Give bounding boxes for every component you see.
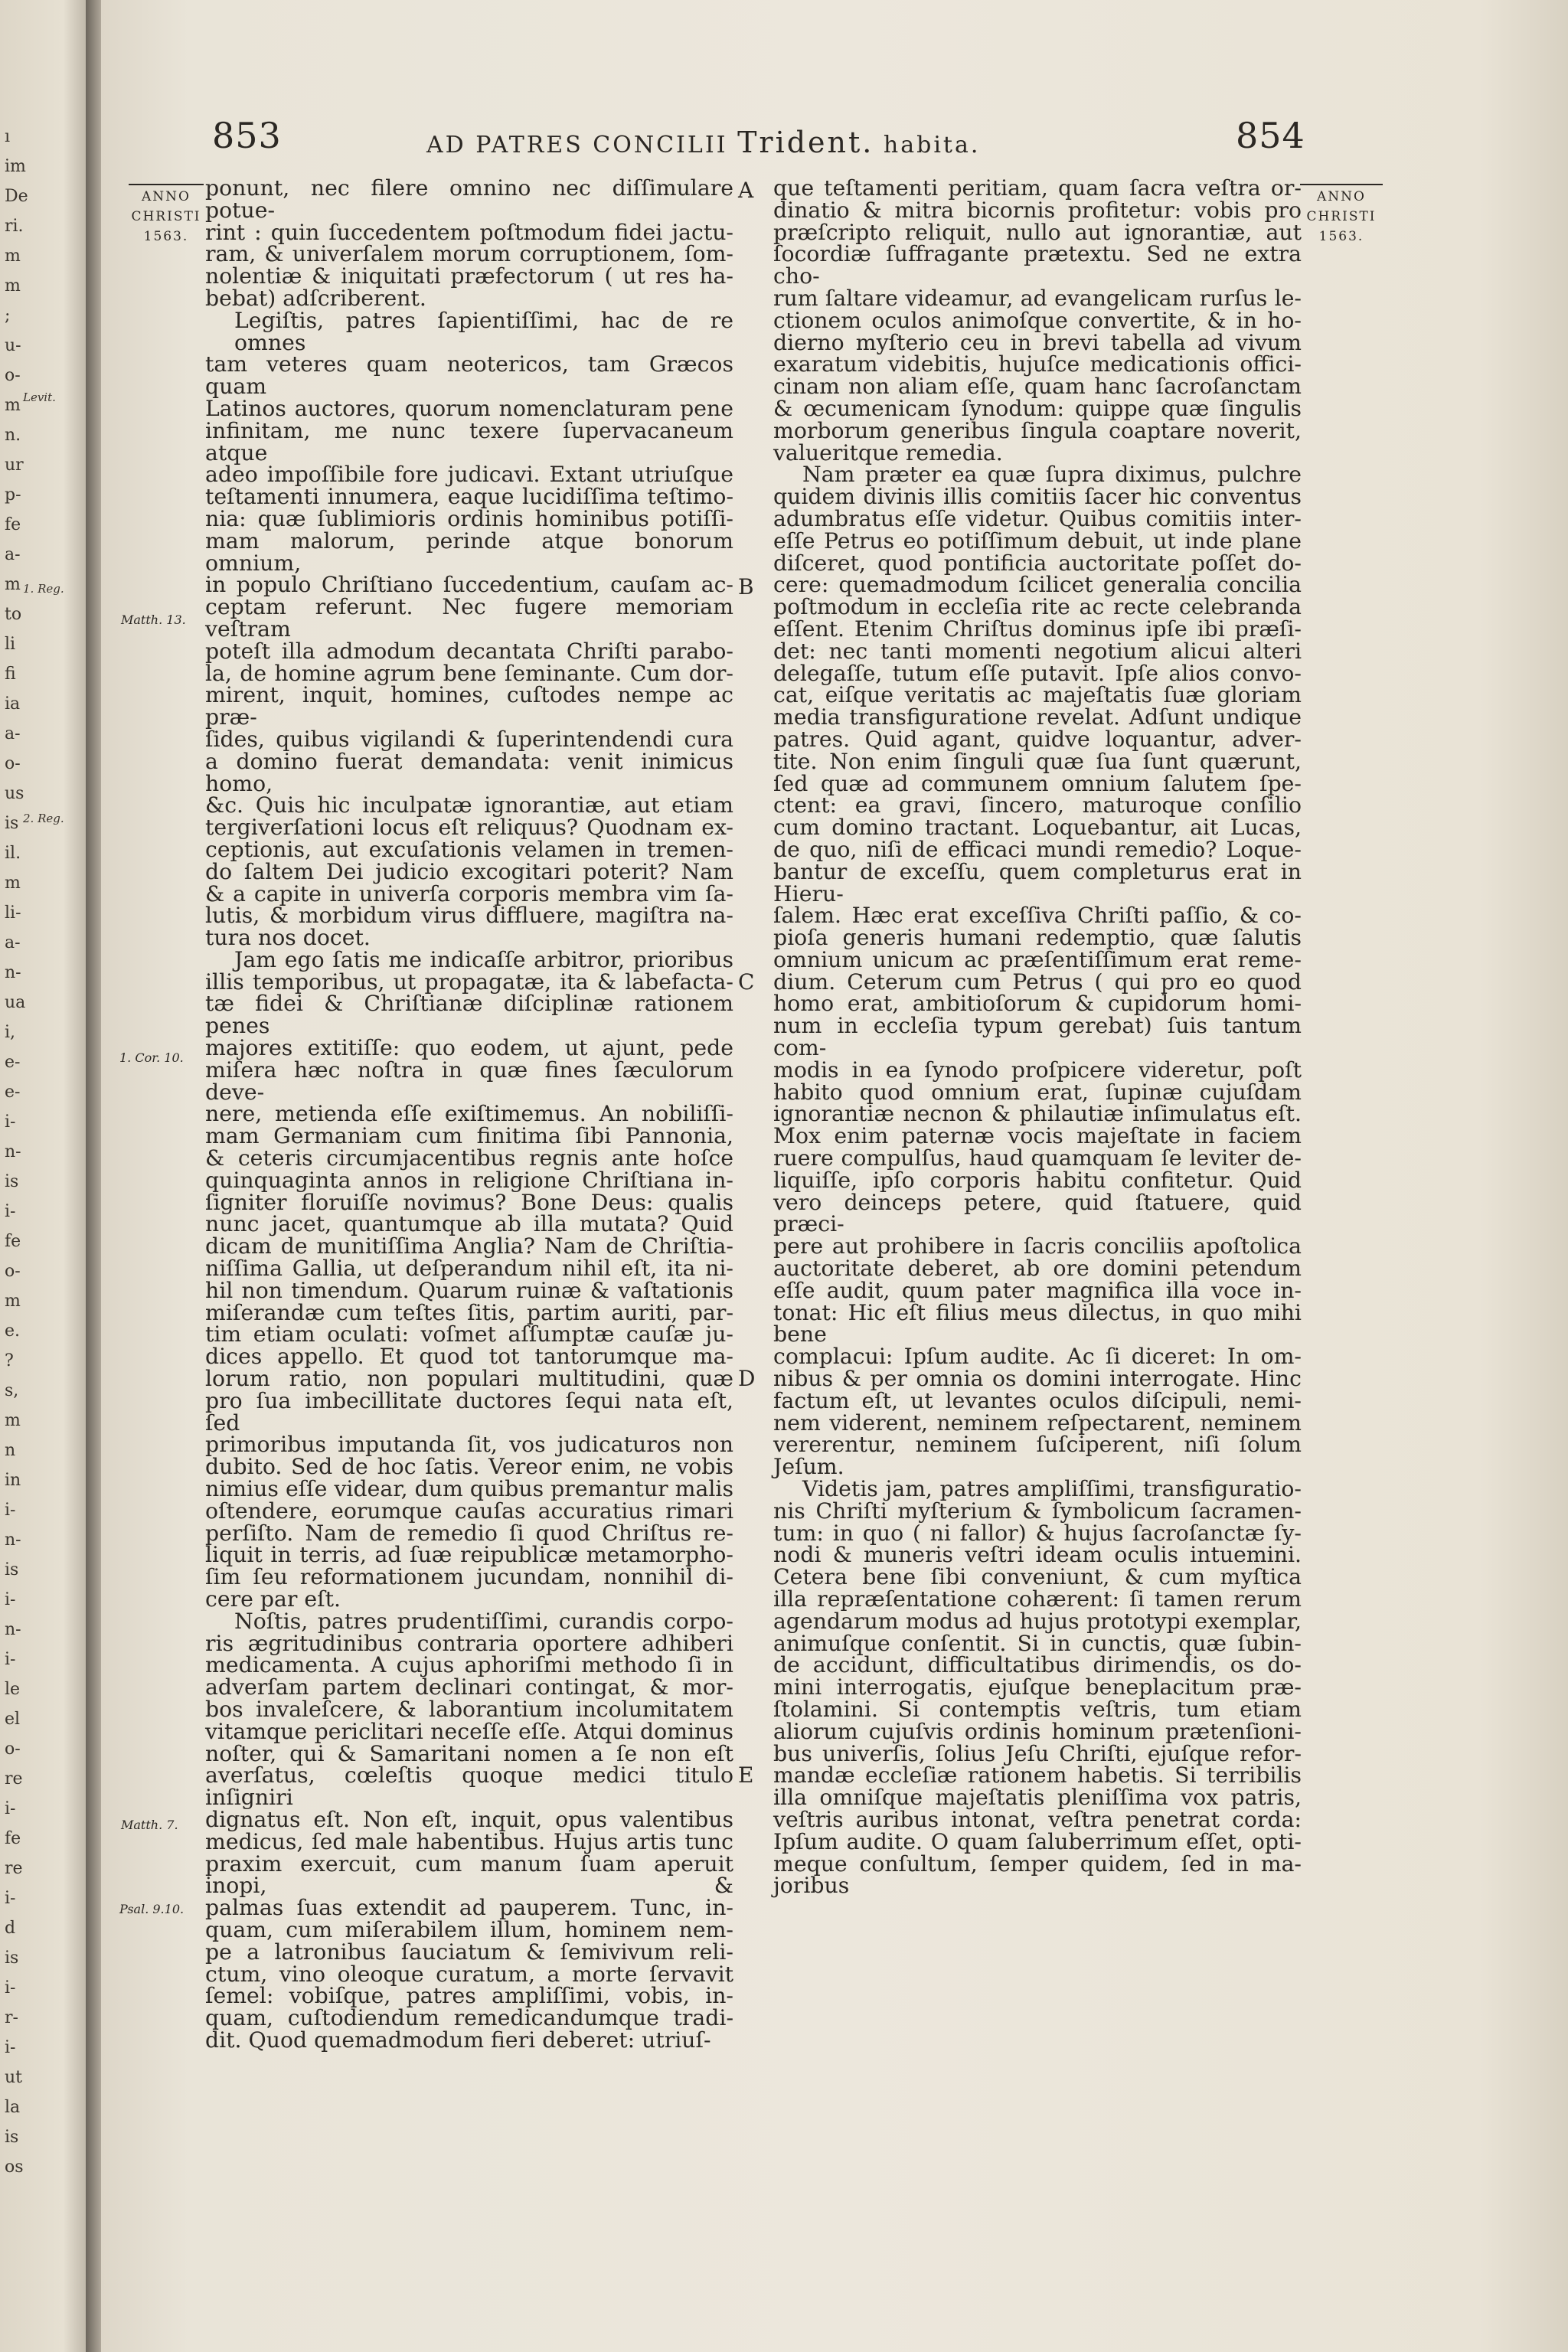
- facing-page-fragment: n-: [5, 1620, 21, 1639]
- text-line: nodi & muneris veſtri ideam oculis intuemini.: [773, 1542, 1302, 1568]
- text-line: lutis, & morbidum virus diffluere, magiſtra na-: [205, 903, 733, 929]
- facing-page-fragment: n-: [5, 963, 21, 982]
- text-line: tura nos docet.: [205, 925, 371, 951]
- facing-page-fragment: i-: [5, 1501, 16, 1520]
- text-line: præſcripto reliquit, nullo aut ignorantiæ, aut: [773, 219, 1302, 245]
- text-line: adeo impoſſibile fore judicavi. Extant utriuſque: [205, 462, 733, 488]
- facing-page-fragment: us: [5, 784, 24, 803]
- text-line: & a capite in univerſa corporis membra vim ſa-: [205, 880, 733, 906]
- facing-page-fragment: e-: [5, 1053, 21, 1072]
- text-line: liquit in terris, ad ſuæ reipublicæ metamorpho-: [205, 1542, 733, 1568]
- text-line: ctum, vino oleoque curatum, a morte ſervavit: [205, 1961, 733, 1987]
- text-line: auctoritate deberet, ab ore domini petendum: [773, 1256, 1302, 1282]
- facing-page-fragment: e-: [5, 1083, 21, 1102]
- running-header: [101, 115, 1568, 168]
- text-line: eſſe audit, quum pater magnifica illa voce in-: [773, 1277, 1302, 1303]
- text-line: exaratum videbitis, hujuſce medicationis offici-: [773, 351, 1302, 377]
- text-line: rum ſaltare videamur, ad evangelicam rurſus le-: [773, 285, 1302, 311]
- facing-page-fragment: re: [5, 1859, 23, 1878]
- text-line: det: nec tanti momenti negotium alicui alteri: [773, 638, 1302, 664]
- text-line: complacui: Ipſum audite. Ac ſi diceret: In om-: [773, 1344, 1302, 1370]
- text-line: mini interrogatis, ejuſque beneplacitum præ-: [773, 1674, 1302, 1700]
- text-line: poſtmodum in eccleſia rite ac recte celebranda: [773, 594, 1302, 620]
- text-line: bos invaleſcere, & laborantium incolumitatem: [205, 1696, 733, 1722]
- facing-page-fragment: o-: [5, 1740, 21, 1759]
- facing-page-fragment: i-: [5, 1889, 16, 1908]
- facing-page-fragment: n-: [5, 1142, 21, 1161]
- facing-page-fragment: m: [5, 874, 21, 893]
- text-line: ceptam referunt. Nec fugere memoriam veſtram: [205, 594, 733, 642]
- text-line: oſtendere, eorumque cauſas accuratius rimari: [205, 1498, 733, 1524]
- text-line: Nam præter ea quæ ſupra diximus, pulchre: [802, 462, 1302, 488]
- text-line: dicam de munitiſſima Anglia? Nam de Chriſtia-: [205, 1233, 733, 1259]
- text-line: cere: quemadmodum ſcilicet generalia concilia: [773, 572, 1302, 598]
- left-page-number: 853: [212, 115, 282, 156]
- anno-christi-left: ANNO CHRISTI 1563.: [129, 184, 204, 247]
- text-line: dubito. Sed de hoc ſatis. Vereor enim, ne vobis: [205, 1454, 733, 1480]
- text-line: valueritque remedia.: [773, 439, 1003, 466]
- facing-page-fragment: li-: [5, 903, 21, 923]
- facing-page-note: 2. Reg.: [23, 812, 64, 825]
- text-line: infinitam, me nunc texere ſupervacaneum atque: [205, 417, 733, 466]
- facing-page-note: Levit.: [23, 390, 56, 404]
- text-line: tum: in quo ( ni fallor) & hujus ſacroſanctæ ſy-: [773, 1520, 1302, 1546]
- text-line: bantur de exceſſu, quem completurus erat in Hieru-: [773, 858, 1302, 906]
- text-line: adverſam partem declinari contingat, & mor-: [205, 1674, 733, 1700]
- text-line: ſemel: vobiſque, patres ampliſſimi, vobis, in-: [205, 1983, 733, 2009]
- text-line: Ipſum audite. O quam ſaluberrimum eſſet, opti-: [773, 1828, 1302, 1854]
- facing-page-fragment: le: [5, 1680, 21, 1699]
- text-line: tite. Non enim ſinguli quæ ſua ſunt quærunt,: [773, 748, 1302, 774]
- facing-page-fragment: re: [5, 1769, 23, 1788]
- text-line: liquiſſe, ipſo corporis habitu confitetur. Quid: [773, 1167, 1302, 1193]
- text-line: homo erat, ambitioſorum & cupidorum homi-: [773, 991, 1302, 1017]
- facing-page-fragment: il.: [5, 844, 21, 863]
- text-line: factum eſt, ut levantes oculos diſcipuli, nemi-: [773, 1387, 1302, 1413]
- text-line: ſalem. Hæc erat exceſſiva Chriſti paſſio, & co-: [773, 903, 1302, 929]
- text-line: a domino fuerat demandata: venit inimicus homo,: [205, 748, 733, 796]
- text-line: veſtris auribus intonat, veſtra penetrat corda:: [773, 1806, 1302, 1832]
- facing-page-fragment: ;: [5, 306, 11, 325]
- facing-page-fragment: fi: [5, 665, 16, 684]
- facing-page-fragment: is: [5, 1172, 19, 1191]
- text-line: ſides, quibus vigilandi & ſuperintendendi cura: [205, 726, 733, 752]
- facing-page-fragment: ?: [5, 1351, 14, 1370]
- text-line: tonat: Hic eſt filius meus dilectus, in quo mihi bene: [773, 1299, 1302, 1348]
- text-line: ram, & univerſalem morum corruptionem, ſom-: [205, 241, 733, 267]
- text-line: tæ fidei & Chriſtianæ diſciplinæ rationem penes: [205, 991, 733, 1039]
- text-line: quidem divinis illis comitiis ſacer hic conventus: [773, 484, 1302, 510]
- text-line: eſſe Petrus eo potiſſimum debuit, ut inde plane: [773, 528, 1302, 554]
- facing-page-fragment: i-: [5, 1590, 16, 1609]
- facing-page-fragment: n.: [5, 426, 21, 445]
- text-line: mam Germaniam cum finitima ſibi Pannonia,: [205, 1123, 733, 1149]
- text-line: &c. Quis hic inculpatæ ignorantiæ, aut etiam: [205, 792, 733, 818]
- facing-page-note: 1. Reg.: [23, 582, 64, 596]
- running-title: AD PATRES CONCILII Trident. habita.: [426, 126, 981, 159]
- facing-page-fragment: fe: [5, 515, 21, 534]
- text-line: & ceteris circumjacentibus regnis ante hoſce: [205, 1145, 733, 1171]
- margin-note: Psal. 9.10.: [119, 1902, 185, 1916]
- text-line: ctionem oculos animoſque convertite, & in ho-: [773, 307, 1302, 333]
- text-line: pere aut prohibere in ſacris conciliis apoſtolica: [773, 1233, 1302, 1259]
- text-line: bebat) adſcriberent.: [205, 285, 426, 311]
- text-line: Videtis jam, patres ampliſſimi, transfiguratio-: [802, 1476, 1302, 1502]
- text-line: ceptionis, aut excuſationis velamen in tremen-: [205, 836, 733, 862]
- facing-page-fragment: fe: [5, 1829, 21, 1848]
- section-letter: B: [738, 574, 754, 599]
- facing-page-fragment: n: [5, 1441, 16, 1460]
- facing-page-fragment: i-: [5, 1650, 16, 1669]
- text-line: palmas ſuas extendit ad pauperem. Tunc, in-: [205, 1895, 733, 1921]
- facing-page-fragment: o-: [5, 366, 21, 385]
- facing-page-fragment: m: [5, 575, 21, 594]
- text-line: Mox enim paternæ vocis majeſtate in faciem: [773, 1123, 1302, 1149]
- text-line: poteſt illa admodum decantata Chriſti parabo-: [205, 638, 733, 664]
- text-line: illa omniſque majeſtatis pleniſſima vox patris,: [773, 1785, 1302, 1811]
- text-line: cat, eiſque veritatis ac majeſtatis ſuæ gloriam: [773, 682, 1302, 708]
- text-line: miſerandæ cum teſtes ſitis, partim auriti, par-: [205, 1299, 733, 1325]
- text-line: nem viderent, neminem reſpectarent, neminem: [773, 1410, 1302, 1436]
- facing-page-fragment: a-: [5, 724, 21, 743]
- facing-page-fragment: is: [5, 1949, 19, 1968]
- text-line: & œcumenicam ſynodum: quippe quæ ſingulis: [773, 395, 1302, 421]
- text-line: media transfiguratione revelat. Adſunt undique: [773, 704, 1302, 730]
- facing-page-fragment: i-: [5, 2038, 16, 2057]
- text-line: Latinos auctores, quorum nomenclaturam pene: [205, 395, 733, 421]
- facing-page-fragment: e.: [5, 1321, 21, 1341]
- text-line: ſigniter floruiſſe novimus? Bone Deus: qualis: [205, 1189, 733, 1215]
- book-page: [101, 0, 1568, 2352]
- facing-page-fragment: m: [5, 276, 21, 296]
- text-line: diſceret, quod pontificia auctoritate poſſet do-: [773, 550, 1302, 576]
- text-line: dit. Quod quemadmodum fieri deberet: utriuſ-: [205, 2027, 711, 2053]
- text-line: patres. Quid agant, quidve loquantur, adver-: [773, 726, 1302, 752]
- text-line: cere par eſt.: [205, 1586, 341, 1612]
- text-line: ſim ſeu reformationem jucundam, nonnihil di-: [205, 1564, 733, 1590]
- facing-page-fragment: i-: [5, 1112, 16, 1132]
- section-letter: C: [738, 969, 755, 995]
- text-line: que teſtamenti peritiam, quam ſacra veſtra or-: [773, 175, 1302, 201]
- text-line: mam malorum, perinde atque bonorum omnium,: [205, 528, 733, 576]
- text-line: vero deinceps petere, quid ſtatuere, quid præci-: [773, 1189, 1302, 1237]
- text-line: perſiſto. Nam de remedio ſi quod Chriſtus re-: [205, 1520, 733, 1546]
- text-line: ſtolamini. Si contemptis veſtris, tum etiam: [773, 1696, 1302, 1722]
- text-line: medicus, ſed male habentibus. Hujus artis tunc: [205, 1828, 733, 1854]
- facing-page-fragment: p-: [5, 485, 21, 505]
- margin-note: Matth. 7.: [121, 1818, 178, 1832]
- section-letter: D: [738, 1366, 756, 1391]
- text-line: ignorantiæ necnon & philautiæ inſimulatus eſt.: [773, 1101, 1302, 1127]
- text-line: omnium unicum ac præſentiſſimum erat reme-: [773, 946, 1302, 972]
- facing-page-fragment: ri.: [5, 217, 24, 236]
- text-line: habito quod omnium erat, ſupinæ cujuſdam: [773, 1079, 1302, 1105]
- text-line: rint : quin ſuccedentem poſtmodum fidei jactu-: [205, 219, 733, 245]
- text-line: nibus & per omnia os domini interrogate. Hinc: [773, 1366, 1302, 1392]
- facing-page-fragment: i-: [5, 1202, 16, 1221]
- text-line: noſter, qui & Samaritani nomen a ſe non eſt: [205, 1740, 733, 1766]
- text-line: pe a latronibus ſauciatum & ſemivivum reli-: [205, 1939, 733, 1965]
- text-line: ponunt, nec filere omnino nec diſſimulare potue-: [205, 175, 733, 223]
- text-line: ſed quæ ad communem omnium ſalutem ſpe-: [773, 770, 1302, 796]
- text-line: ris ægritudinibus contraria oportere adhiberi: [205, 1630, 733, 1656]
- text-line: Jeſum.: [773, 1454, 844, 1480]
- text-line: meque conſultum, ſemper quidem, ſed in ma-: [773, 1851, 1302, 1877]
- text-line: adumbratus eſſe videtur. Quibus comitiis inter-: [773, 505, 1302, 531]
- text-line: nere, metienda eſſe exiſtimemus. An nobiliſſi-: [205, 1101, 733, 1127]
- text-line: medicamenta. A cujus aphoriſmi methodo ſi in: [205, 1652, 733, 1678]
- facing-page-fragment: m: [5, 396, 21, 415]
- text-line: dinatio & mitra bicornis profitetur: vobis pro: [773, 197, 1302, 223]
- facing-page-fragment: m: [5, 1411, 21, 1430]
- text-line: Jam ego ſatis me indicaſſe arbitror, prioribus: [234, 946, 733, 972]
- facing-page-fragment: im: [5, 157, 26, 176]
- facing-page-fragment: d: [5, 1919, 16, 1938]
- text-line: nimius eſſe videar, dum quibus premantur malis: [205, 1476, 733, 1502]
- text-line: aliorum cujuſvis ordinis hominum prætenſioni-: [773, 1718, 1302, 1744]
- text-line: agendarum modus ad hujus prototypi exemplar,: [773, 1608, 1302, 1634]
- text-line: Noſtis, patres prudentiſſimi, curandis corpo-: [234, 1608, 733, 1634]
- text-line: primoribus imputanda ſit, vos judicaturos non: [205, 1432, 733, 1458]
- text-line: nia: quæ ſublimioris ordinis hominibus potiſſi-: [205, 505, 733, 531]
- text-line: modis in ea ſynodo proſpicere videretur, poſt: [773, 1057, 1302, 1083]
- text-line: nunc jacet, quantumque ab illa mutata? Quid: [205, 1211, 733, 1237]
- text-line: dignatus eſt. Non eſt, inquit, opus valentibus: [205, 1806, 733, 1832]
- facing-page-fragment: m: [5, 247, 21, 266]
- text-line: dices appello. Et quod tot tantorumque ma-: [205, 1344, 733, 1370]
- facing-page-fragment: s,: [5, 1381, 19, 1400]
- text-line: Legiſtis, patres ſapientiſſimi, hac de re omnes: [234, 307, 733, 355]
- text-line: illis temporibus, ut propagatæ, ita & labefacta-: [205, 969, 733, 995]
- facing-page-fragment: is: [5, 2128, 19, 2147]
- text-line: niſſima Gallia, ut deſperandum nihil eſt, ita ni-: [205, 1256, 733, 1282]
- text-line: dium. Ceterum cum Petrus ( qui pro eo quod: [773, 969, 1302, 995]
- text-line: Cetera bene ſibi conveniunt, & cum myſtica: [773, 1564, 1302, 1590]
- right-page-number: 854: [1236, 115, 1305, 156]
- facing-page-fragment: i-: [5, 1799, 16, 1818]
- text-line: quam, cuſtodiendum remedicandumque tradi-: [205, 2005, 733, 2031]
- text-line: tam veteres quam neotericos, tam Græcos quam: [205, 351, 733, 400]
- text-line: tergiverſationi locus eſt reliquus? Quodnam ex-: [205, 815, 733, 841]
- text-line: mandæ eccleſiæ rationem habetis. Si terribilis: [773, 1762, 1302, 1788]
- facing-page-fragment: in: [5, 1471, 21, 1490]
- facing-page-fragment: ut: [5, 2068, 23, 2087]
- text-line: cinam non aliam eſſe, quam hanc ſacroſanctam: [773, 374, 1302, 400]
- text-line: vererentur, neminem ſuſciperent, niſi ſolum: [773, 1432, 1302, 1458]
- text-line: praxim exercuit, cum manum ſuam aperuit inopi, &: [205, 1851, 733, 1899]
- facing-page-edge: [0, 0, 90, 2352]
- facing-page-fragment: fe: [5, 1232, 21, 1251]
- section-letter: A: [738, 178, 754, 203]
- text-line: hil non timendum. Quarum ruinæ & vaſtationis: [205, 1277, 733, 1303]
- text-line: pioſa generis humani redemptio, quæ ſalutis: [773, 925, 1302, 951]
- text-line: mirent, inquit, homines, cuſtodes nempe ac præ-: [205, 682, 733, 730]
- text-line: la, de homine agrum bene ſeminante. Cum dor-: [205, 660, 733, 686]
- text-line: teſtamenti innumera, eaque lucidiſſima teſtimo-: [205, 484, 733, 510]
- text-line: lorum ratio, non populari multitudini, quæ: [205, 1366, 733, 1392]
- facing-page-fragment: a-: [5, 933, 21, 952]
- facing-page-fragment: o-: [5, 1262, 21, 1281]
- text-line: in populo Chriſtiano ſuccedentium, cauſam ac-: [205, 572, 733, 598]
- facing-page-fragment: De: [5, 187, 28, 206]
- text-line: de accidunt, difficultatibus dirimendis, os do-: [773, 1652, 1302, 1678]
- text-line: vitamque periclitari neceſſe eſſe. Atqui dominus: [205, 1718, 733, 1744]
- left-text-column: [205, 175, 733, 2053]
- facing-page-fragment: a-: [5, 545, 21, 564]
- right-text-column: [773, 175, 1302, 1899]
- text-line: quam, cum miſerabilem illum, hominem nem-: [205, 1916, 733, 1942]
- facing-page-fragment: is: [5, 1560, 19, 1579]
- text-line: do ſaltem Dei judicio excogitari poterit? Nam: [205, 858, 733, 884]
- facing-page-fragment: i-: [5, 1978, 16, 1998]
- facing-page-fragment: is: [5, 814, 19, 833]
- facing-page-fragment: o-: [5, 754, 21, 773]
- text-line: averſatus, cœleſtis quoque medici titulo inſigniri: [205, 1762, 733, 1811]
- facing-page-fragment: el: [5, 1710, 21, 1729]
- text-line: delegaſſe, tutum eſſe putavit. Ipſe alios convo-: [773, 660, 1302, 686]
- text-line: majores extitiſſe: quo eodem, ut ajunt, pede: [205, 1035, 733, 1061]
- text-line: num in eccleſia typum gerebat) ſuis tantum com-: [773, 1013, 1302, 1061]
- text-line: eſſent. Etenim Chriſtus dominus ipſe ibi præſi-: [773, 616, 1302, 642]
- facing-page-fragment: r-: [5, 2008, 18, 2027]
- facing-page-fragment: ua: [5, 993, 26, 1012]
- text-line: tim etiam oculati: voſmet aſſumptæ cauſæ ju-: [205, 1321, 733, 1348]
- facing-page-fragment: m: [5, 1292, 21, 1311]
- facing-page-fragment: to: [5, 605, 22, 624]
- text-line: joribus: [773, 1873, 850, 1899]
- facing-page-fragment: ur: [5, 456, 24, 475]
- facing-page-fragment: ia: [5, 694, 21, 714]
- facing-page-fragment: os: [5, 2158, 24, 2177]
- text-line: nolentiæ & iniquitati præfectorum ( ut res ha-: [205, 263, 733, 289]
- facing-page-fragment: i,: [5, 1023, 16, 1042]
- anno-christi-right: ANNO CHRISTI 1563.: [1300, 184, 1383, 247]
- text-line: pro ſua imbecillitate ductores ſequi nata eſt, ſed: [205, 1387, 733, 1436]
- text-line: animuſque conſentit. Si in cunctis, quæ ſubin-: [773, 1630, 1302, 1656]
- facing-page-fragment: li: [5, 635, 16, 654]
- facing-page-fragment: n-: [5, 1530, 21, 1550]
- facing-page-fragment: u-: [5, 336, 21, 355]
- text-line: morborum generibus ſingula coaptare noverit,: [773, 417, 1302, 443]
- facing-page-fragment: la: [5, 2098, 21, 2117]
- section-letter: E: [738, 1762, 754, 1788]
- text-line: nis Chriſti myſterium & ſymbolicum ſacramen-: [773, 1498, 1302, 1524]
- text-line: ctent: ea gravi, ſincero, maturoque conſilio: [773, 792, 1302, 818]
- text-line: ſocordiæ ſuffragante prætextu. Sed ne extra cho-: [773, 241, 1302, 289]
- text-line: de quo, niſi de efficaci mundi remedio? Loque-: [773, 836, 1302, 862]
- text-line: illa repræſentatione cohærent: ſi tamen rerum: [773, 1586, 1302, 1612]
- facing-page-fragment: ı: [5, 127, 11, 146]
- text-line: quinquaginta annos in religione Chriſtiana in-: [205, 1167, 733, 1193]
- text-line: bus univerſis, ſolius Jeſu Chriſti, ejuſque refor-: [773, 1740, 1302, 1766]
- margin-note: Matth. 13.: [121, 612, 186, 627]
- text-line: cum domino tractant. Loquebantur, ait Lucas,: [773, 815, 1302, 841]
- text-line: miſera hæc noſtra in quæ fines ſæculorum deve-: [205, 1057, 733, 1105]
- margin-note: 1. Cor. 10.: [119, 1050, 184, 1065]
- text-line: ruere compulſus, haud quamquam ſe leviter de-: [773, 1145, 1302, 1171]
- text-line: dierno myſterio ceu in brevi tabella ad vivum: [773, 329, 1302, 355]
